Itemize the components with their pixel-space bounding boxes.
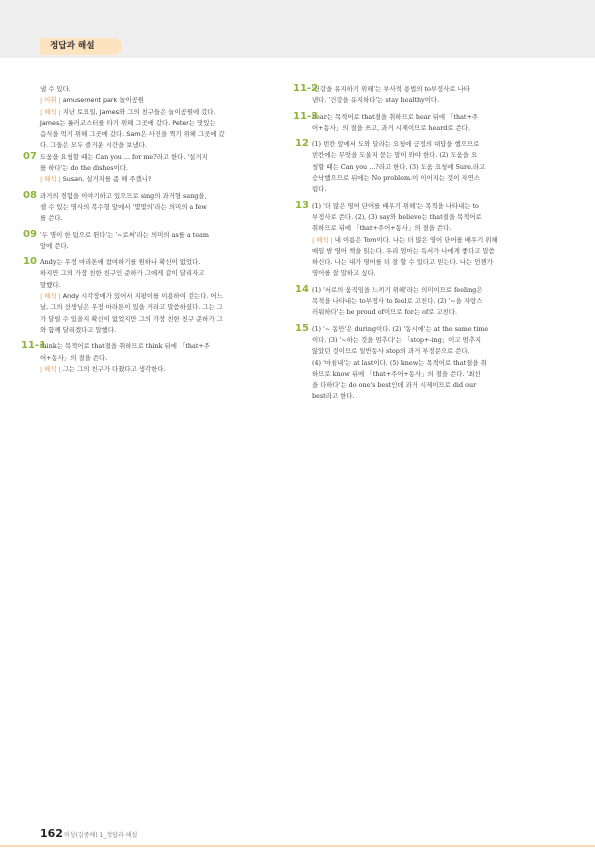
translation-line — [40, 364, 290, 375]
answer-11-3 — [293, 110, 554, 123]
answer-line: best라고 한다. — [312, 392, 355, 401]
translation-text: 지난 토요일, James와 그의 친구들은 놀이공원에 갔다. — [60, 107, 216, 116]
translation-line — [40, 291, 290, 302]
answer-line: 앞에 쓴다. — [40, 241, 69, 250]
answer-line: 낸다. '건강을 유지하다'는 stay healthy이다. — [312, 96, 440, 105]
translation-line: 하신다. 나는 내가 영어를 더 잘 할 수 있다고 믿는다. 나는 언젠가 — [312, 258, 493, 267]
left-column — [21, 84, 290, 375]
answer-text: '건강을 유지하기 위해'는 부사적 용법의 to부정사로 나타 — [312, 85, 470, 93]
question-number: 11-3 — [293, 110, 319, 122]
answer-text: think는 목적어로 that절을 취하므로 think 뒤에 「that+주 — [40, 342, 210, 351]
answer-line: 말했다. — [40, 280, 61, 289]
answer-line: 빈칸에는 무엇을 도울지 묻는 말이 와야 한다. (2) 도움을 요 — [312, 151, 478, 160]
translation-tag: | 해석 | — [40, 364, 61, 373]
translation-line — [40, 174, 290, 185]
answer-line: 취하므로 뒤에 「that+주어+동사」의 절을 쓴다. — [312, 224, 452, 233]
translation-tag: | 해석 | — [40, 107, 61, 116]
vocab-text: amusement park 놀이공원 — [60, 96, 144, 105]
translation-text: 내 이름은 Tom이다. 나는 더 많은 영어 단어를 배우기 위해 — [332, 235, 498, 244]
answer-line: 승낙했으므로 뒤에는 No problem.이 이어지는 것이 자연스 — [312, 174, 480, 183]
translation-line: James는 롤러코스터를 타기 위해 그곳에 갔다. Peter는 맛있는 — [40, 118, 216, 127]
right-column — [293, 83, 554, 403]
answer-line: 럽다. — [312, 185, 327, 194]
answer-15 — [295, 322, 554, 335]
answer-12 — [295, 138, 554, 150]
question-number: 13 — [295, 199, 309, 211]
book-title: 비상(김종배) 1_정답과 해설 — [64, 832, 138, 839]
translation-tag: | 해석 | — [312, 235, 333, 244]
translation-tag: | 해석 | — [40, 175, 61, 184]
question-number: 12 — [295, 138, 309, 150]
answer-text: (1) '더 많은 영어 단어를 배우기 위해'는 목적을 나타내는 to — [312, 201, 479, 210]
answer-09 — [23, 228, 290, 241]
question-number: 15 — [295, 322, 309, 334]
answer-text: (1) 빈칸 앞에서 도와 달라는 요청에 긍정의 대답을 했으므로 — [312, 140, 480, 149]
translation-line: 영어를 잘 말하고 싶다. — [312, 269, 376, 278]
answer-text: (1) '서로의 움직임을 느끼기 위해'라는 의미이므로 feeling은 — [312, 285, 483, 294]
intro-line: 낼 수 있다. — [40, 85, 71, 93]
answer-line: 셀 수 있는 명사의 복수형 앞에서 '몇몇의'라는 의미의 a few — [40, 202, 207, 211]
answer-line: 러워하다'는 be proud of이므로 for는 of로 고친다. — [312, 308, 457, 317]
vocab-tag: | 어휘 | — [40, 96, 61, 105]
answer-line: 하지만 그의 가장 친한 친구인 준하가 그에게 같이 달리자고 — [40, 269, 205, 278]
translation-line: 날, 그의 선생님은 우정 마라톤이 있을 거라고 말씀하셨다. 그는 그 — [40, 303, 223, 312]
translation-text: Susan, 설거지를 좀 해 주겠니? — [60, 175, 152, 184]
answer-line: 하므로 know 뒤에 「that+주어+동사」의 절을 쓴다. '최선 — [312, 369, 481, 378]
answer-line: 청할 때는 Can you ...?라고 한다. (3) 도움 요청에 Sure.라고 — [312, 162, 486, 171]
question-number: 11-1 — [21, 340, 47, 352]
translation-text: 그는 그의 친구가 다쳤다고 생각한다. — [60, 364, 166, 373]
answer-14 — [295, 283, 554, 296]
question-number: 08 — [23, 189, 37, 201]
answer-text: Andy는 우정 마라톤에 참여하기를 원하나 확신이 없었다. — [40, 258, 201, 267]
answer-line: 를 하다'는 do the dishes이다. — [40, 164, 128, 173]
answer-line: 부정사로 쓴다. (2), (3) say와 believe는 that절을 목적어로 — [312, 212, 482, 221]
answer-line: 이다. (3) '~하는 것을 멈추다'는 「stop+-ing」이고 멈추지 — [312, 335, 482, 344]
answer-line: (4) '마침내'는 at last이다. (5) knew는 목적어로 that절을 취 — [312, 358, 487, 367]
answer-11-1 — [21, 340, 290, 352]
translation-line: 음식을 먹기 위해 그곳에 갔다. Sam은 사진을 찍기 위해 그곳에 갔 — [40, 130, 225, 139]
answer-07 — [23, 150, 290, 163]
answer-text: (1) '~ 동안'은 during이다. (2) '동시에'는 at the same time — [312, 324, 489, 333]
question-number: 11-2 — [293, 83, 319, 94]
answer-line: 을 다하다'는 do one's best인데 과거 시제이므로 did our — [312, 381, 477, 390]
question-number: 07 — [23, 150, 37, 162]
page-number: 162 — [40, 827, 63, 840]
answer-text: 도움을 요청할 때는 Can you ... for me?라고 한다. '설거지 — [40, 152, 208, 161]
answer-text: hear는 목적어로 that절을 취하므로 hear 뒤에 「that+주 — [312, 112, 479, 121]
translation-line: 와 함께 달리겠다고 말했다. — [40, 325, 117, 334]
answer-08 — [23, 189, 290, 202]
answer-line: 를 쓴다. — [40, 214, 63, 223]
answer-line: 목적을 나타내는 to부정사 to feel로 고친다. (2) '~을 자랑스 — [312, 297, 483, 306]
answer-text: 과거의 경험을 이야기하고 있으므로 sing의 과거형 sang을, — [40, 191, 207, 200]
answer-13 — [295, 199, 554, 212]
translation-line — [40, 107, 290, 118]
answer-10 — [23, 256, 290, 268]
answer-line: 어+동사」의 절을 쓴다. — [40, 353, 108, 362]
vocab-note — [40, 95, 290, 106]
translation-line: 다. 그들은 모두 즐거운 시간을 보냈다. — [40, 141, 147, 150]
question-number: 10 — [23, 256, 37, 268]
answer-text: '두 명이 한 팀으로 뛴다'는 '~로써'라는 의미의 as를 a team — [40, 230, 209, 239]
translation-line — [312, 235, 554, 246]
translation-text: Andy 시각장애가 있어서 지팡이를 이용하여 걷는다. 어느 — [60, 292, 223, 301]
answer-line: 어+동사」의 절을 쓰고, 과거 시제이므로 heard로 쓴다. — [312, 123, 470, 132]
answer-11-2 — [293, 83, 554, 95]
translation-tag: | 해석 | — [40, 292, 61, 301]
footer-divider — [0, 845, 595, 847]
question-number: 09 — [23, 228, 37, 240]
question-number: 14 — [295, 283, 309, 295]
translation-line: 가 달릴 수 있을지 확신이 없었지만 그의 가장 친한 친구 준하가 그 — [40, 314, 223, 323]
translation-line: 매일 밤 영어 책을 읽는다. 우리 엄마는 독서가 나에게 좋다고 말씀 — [312, 246, 495, 255]
answer-line: 않았던 것이므로 일반동사 stop의 과거 부정문으로 쓴다. — [312, 347, 470, 356]
section-tab: 정답과 해설 — [40, 38, 122, 55]
